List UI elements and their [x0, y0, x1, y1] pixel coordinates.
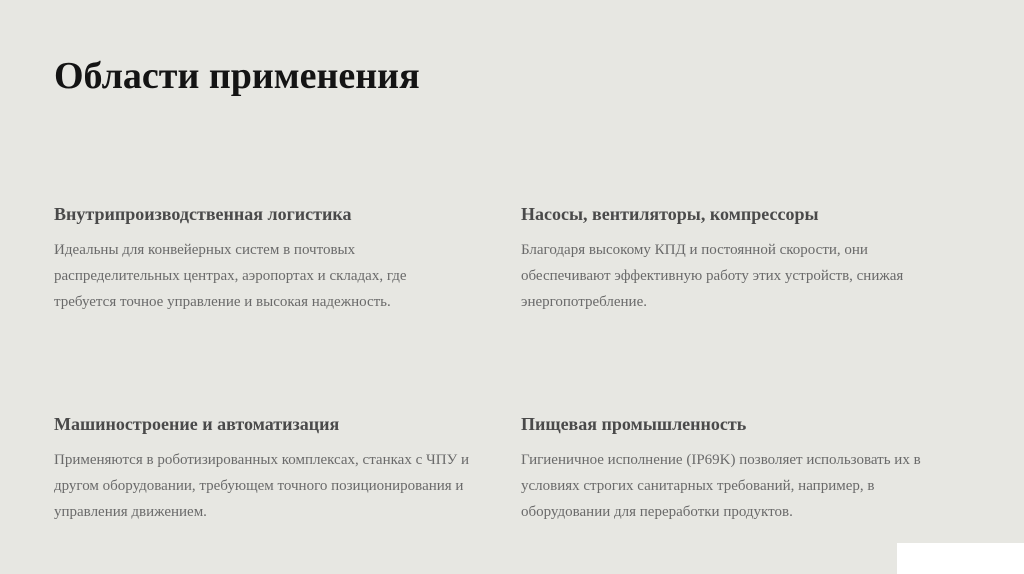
card-food-industry [521, 412, 971, 525]
card-text: Благодаря высокому КПД и постоянной скорости, они обеспечивают эффективную работу этих устройств, снижая энергопотребление. [521, 242, 904, 310]
slide-title: Области применения [54, 55, 420, 97]
card-intralogistics [54, 202, 504, 315]
card-title: Внутрипроизводственная логистика [54, 204, 352, 224]
card-title: Машиностроение и автоматизация [54, 414, 340, 434]
card-machine-building [54, 412, 504, 525]
card-title: Насосы, вентиляторы, компрессоры [521, 204, 819, 224]
card-text: Идеальны для конвейерных систем в почтовых распределительных центрах, аэропортах и складах, где требуется точное управление и высокая надежность. [54, 242, 407, 310]
corner-white-box [897, 543, 1024, 574]
card-title: Пищевая промышленность [521, 414, 747, 434]
card-text: Гигиеничное исполнение (IP69K) позволяет использовать их в условиях строгих санитарных требований, например, в оборудовании для переработки продуктов. [521, 452, 921, 520]
card-pumps-fans-compressors [521, 202, 971, 315]
card-text: Применяются в роботизированных комплексах, станках с ЧПУ и другом оборудовании, требующем точного позиционирования и управления движением. [54, 452, 469, 520]
